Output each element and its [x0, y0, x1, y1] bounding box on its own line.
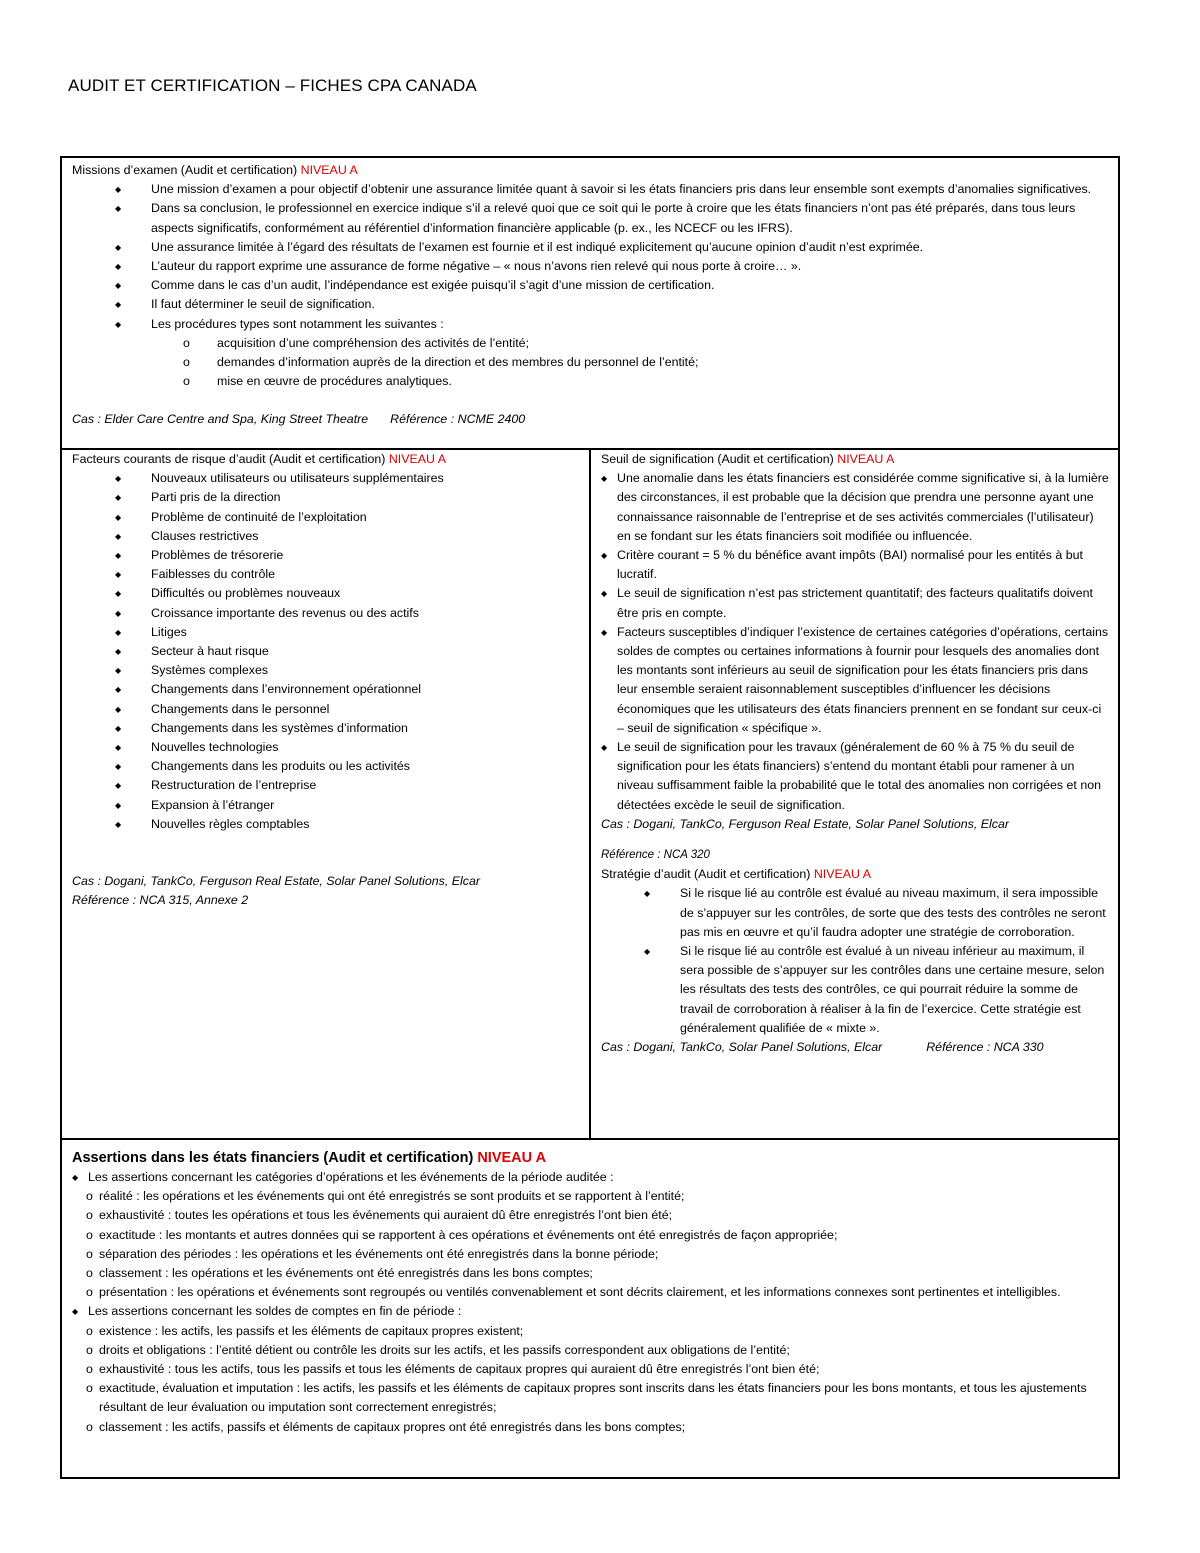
list-item: o mise en œuvre de procédures analytiques.	[72, 372, 1106, 391]
list-item: ◆ Problème de continuité de l’exploitation	[72, 508, 581, 527]
cases-text: Cas : Dogani, TankCo, Ferguson Real Estate, Solar Panel Solutions, Elcar	[72, 874, 480, 889]
list-item: o présentation : les opérations et événements sont regroupés ou ventilés convenablement et sont décrits clairement, et les informations connexes sont pertinentes et intelligibles.	[72, 1283, 1106, 1302]
list-item: ◆ Changements dans les produits ou les activités	[72, 757, 581, 776]
list-item: ◆ Une anomalie dans les états financiers est considérée comme significative si, à la lumière des circonstances, il est probable que la décision que prendra une personne ayant une connaissance raisonnable de l’entreprise et de ses activités commerciales (l’utilisateur) en se fondant sur les états financiers soit modifiée ou influencée.	[601, 469, 1110, 546]
list-item: ◆ Les assertions concernant les catégories d’opérations et les événements de la période auditée :	[72, 1168, 1106, 1187]
list-item: ◆ Nouvelles technologies	[72, 738, 581, 757]
list-item: ◆ Dans sa conclusion, le professionnel en exercice indique s’il a relevé quoi que ce soit qui le porte à croire que les états financiers n’ont pas été préparés, dans tous leurs aspects significatifs, conformément au référentiel d’information financière applicable (p. ex., les NCECF ou les IFRS).	[72, 199, 1106, 237]
assertions-group1	[72, 1187, 1106, 1302]
list-item: ◆ Litiges	[72, 623, 581, 642]
section-facteurs-risque	[60, 448, 591, 1140]
list-item: ◆ Changements dans le personnel	[72, 700, 581, 719]
section-missions-examen	[60, 156, 1120, 450]
list-item: o acquisition d’une compréhension des activités de l’entité;	[72, 334, 1106, 353]
list-item: o demandes d’information auprès de la direction et des membres du personnel de l’entité;	[72, 353, 1106, 372]
list-item: o existence : les actifs, les passifs et les éléments de capitaux propres existent;	[72, 1322, 1106, 1341]
assertions-group2	[72, 1322, 1106, 1437]
level-badge: NIVEAU A	[300, 163, 358, 177]
list-item: ◆ Faiblesses du contrôle	[72, 565, 581, 584]
list-item: ◆ L’auteur du rapport exprime une assurance de forme négative – « nous n’avons rien relevé qui nous porte à croire… ».	[72, 257, 1106, 276]
document-title: AUDIT ET CERTIFICATION – FICHES CPA CANADA	[68, 76, 477, 95]
assertions-group2-title	[72, 1302, 1106, 1321]
list-item: o exactitude : les montants et autres données qui se rapportent à ces opérations et événements ont été enregistrés de façon appropriée;	[72, 1226, 1106, 1245]
level-badge: NIVEAU A	[388, 452, 446, 466]
list-item: ◆ Systèmes complexes	[72, 661, 581, 680]
reference-text: Référence : NCA 320	[601, 849, 710, 862]
assertions-group1-title	[72, 1168, 1106, 1187]
list-item: o exactitude, évaluation et imputation : les actifs, les passifs et les éléments de capitaux propres sont inscrits dans les états financiers pour les bons montants, et tous les ajustements résultant de leur évaluation ou imputation sont correctement enregistrés;	[72, 1379, 1106, 1417]
reference-text: Référence : NCA 315, Annexe 2	[72, 893, 249, 908]
cases-reference: Cas : Dogani, TankCo, Solar Panel Solutions, Elcar Référence : NCA 330	[601, 1040, 1044, 1055]
section-heading: Seuil de signification (Audit et certification) NIVEAU A	[601, 452, 895, 466]
list-item: o classement : les actifs, passifs et éléments de capitaux propres ont été enregistrés dans les bons comptes;	[72, 1418, 1106, 1437]
list-item: ◆ Restructuration de l’entreprise	[72, 776, 581, 795]
level-badge: NIVEAU A	[813, 867, 871, 882]
list-item: o réalité : les opérations et les événements qui ont été enregistrés se sont produits et se rapportent à l’entité;	[72, 1187, 1106, 1206]
list-item: ◆ Si le risque lié au contrôle est évalué au niveau maximum, il sera impossible de s’appuyer sur les contrôles, de sorte que des tests des contrôles ne seront pas mis en œuvre et qu’il faudra adopter une stratégie de corroboration.	[601, 884, 1110, 942]
list-item: ◆ Expansion à l’étranger	[72, 796, 581, 815]
list-item: o exhaustivité : tous les actifs, tous les passifs et tous les éléments de capitaux propres qui auraient dû être enregistrés l’ont bien été;	[72, 1360, 1106, 1379]
list-item: ◆ Une assurance limitée à l’égard des résultats de l’examen est fournie et il est indiqué explicitement qu’aucune opinion d’audit n’est exprimée.	[72, 238, 1106, 257]
level-badge: NIVEAU A	[837, 452, 895, 466]
list-item: o exhaustivité : toutes les opérations et tous les événements qui auraient dû être enregistrés l’ont bien été;	[72, 1206, 1106, 1225]
list-item: ◆ Les procédures types sont notamment les suivantes :	[72, 315, 1106, 334]
cases-reference: Cas : Elder Care Centre and Spa, King Street Theatre Référence : NCME 2400	[72, 412, 526, 427]
list-item: ◆ Nouvelles règles comptables	[72, 815, 581, 834]
list-item: ◆ Le seuil de signification pour les travaux (généralement de 60 % à 75 % du seuil de signification pour les états financiers) s’entend du montant établi pour ramener à un niveau suffisamment faible la probabilité que le total des anomalies non corrigées et non détectées excède le seuil de signification.	[601, 738, 1110, 815]
list-item: ◆ Les assertions concernant les soldes de comptes en fin de période :	[72, 1302, 1106, 1321]
list-item: ◆ Problèmes de trésorerie	[72, 546, 581, 565]
list-item: ◆ Nouveaux utilisateurs ou utilisateurs supplémentaires	[72, 469, 581, 488]
list-item: ◆ Une mission d’examen a pour objectif d’obtenir une assurance limitée quant à savoir si les états financiers pris dans leur ensemble sont exempts d’anomalies significatives.	[72, 180, 1106, 199]
list-item: ◆ Secteur à haut risque	[72, 642, 581, 661]
list-item: o droits et obligations : l’entité détient ou contrôle les droits sur les actifs, et les passifs correspondent aux obligations de l’entité;	[72, 1341, 1106, 1360]
list-item: ◆ Croissance importante des revenus ou des actifs	[72, 604, 581, 623]
list-item: ◆ Clauses restrictives	[72, 527, 581, 546]
examen-sub-bullets	[72, 334, 1106, 392]
list-item: ◆ Changements dans l’environnement opérationnel	[72, 680, 581, 699]
list-item: ◆ Difficultés ou problèmes nouveaux	[72, 584, 581, 603]
section-seuil-signification	[589, 448, 1120, 1140]
list-item: ◆ Si le risque lié au contrôle est évalué à un niveau inférieur au maximum, il sera possible de s’appuyer sur les contrôles dans une certaine mesure, selon les résultats des tests des contrôles, ce qui pourrait réduire la somme de travail de corroboration à réaliser à la fin de l’exercice. Cette stratégie est généralement qualifiée de « mixte ».	[601, 942, 1110, 1038]
list-item: ◆ Comme dans le cas d’un audit, l’indépendance est exigée puisqu’il s’agit d’une mission de certification.	[72, 276, 1106, 295]
cases-text: Cas : Dogani, TankCo, Ferguson Real Estate, Solar Panel Solutions, Elcar	[601, 816, 1009, 831]
seuil-bullets	[601, 469, 1110, 815]
list-item: ◆ Le seuil de signification n’est pas strictement quantitatif; des facteurs qualitatifs doivent être pris en compte.	[601, 584, 1110, 622]
list-item: ◆ Facteurs susceptibles d’indiquer l’existence de certaines catégories d’opérations, certains soldes de comptes ou certaines informations à fournir pour lesquels des anomalies dont les montants sont inférieurs au seuil de signification pour les états financiers pris dans leur ensemble seraient raisonnablement susceptibles d’influencer les décisions économiques que les utilisateurs des états financiers prennent en se fondant sur ceux-ci – seuil de signification « spécifique ».	[601, 623, 1110, 738]
list-item: ◆ Critère courant = 5 % du bénéfice avant impôts (BAI) normalisé pour les entités à but lucratif.	[601, 546, 1110, 584]
list-item: ◆ Parti pris de la direction	[72, 488, 581, 507]
facteurs-bullets	[72, 469, 581, 834]
section-heading: Assertions dans les états financiers (Audit et certification) NIVEAU A	[72, 1150, 547, 1166]
section-heading: Missions d’examen (Audit et certification) NIVEAU A	[72, 163, 358, 177]
list-item: ◆ Changements dans les systèmes d’information	[72, 719, 581, 738]
list-item: o séparation des périodes : les opérations et les événements ont été enregistrés dans la bonne période;	[72, 1245, 1106, 1264]
strategie-heading: Stratégie d’audit (Audit et certification) NIVEAU A	[601, 867, 871, 882]
section-assertions	[60, 1138, 1120, 1479]
level-badge: NIVEAU A	[477, 1150, 547, 1166]
list-item: ◆ Il faut déterminer le seuil de signification.	[72, 295, 1106, 314]
strategie-bullets	[601, 884, 1110, 1038]
examen-bullets	[72, 180, 1106, 334]
section-heading: Facteurs courants de risque d’audit (Audit et certification) NIVEAU A	[72, 452, 446, 466]
list-item: o classement : les opérations et les événements ont été enregistrés dans les bons comptes;	[72, 1264, 1106, 1283]
